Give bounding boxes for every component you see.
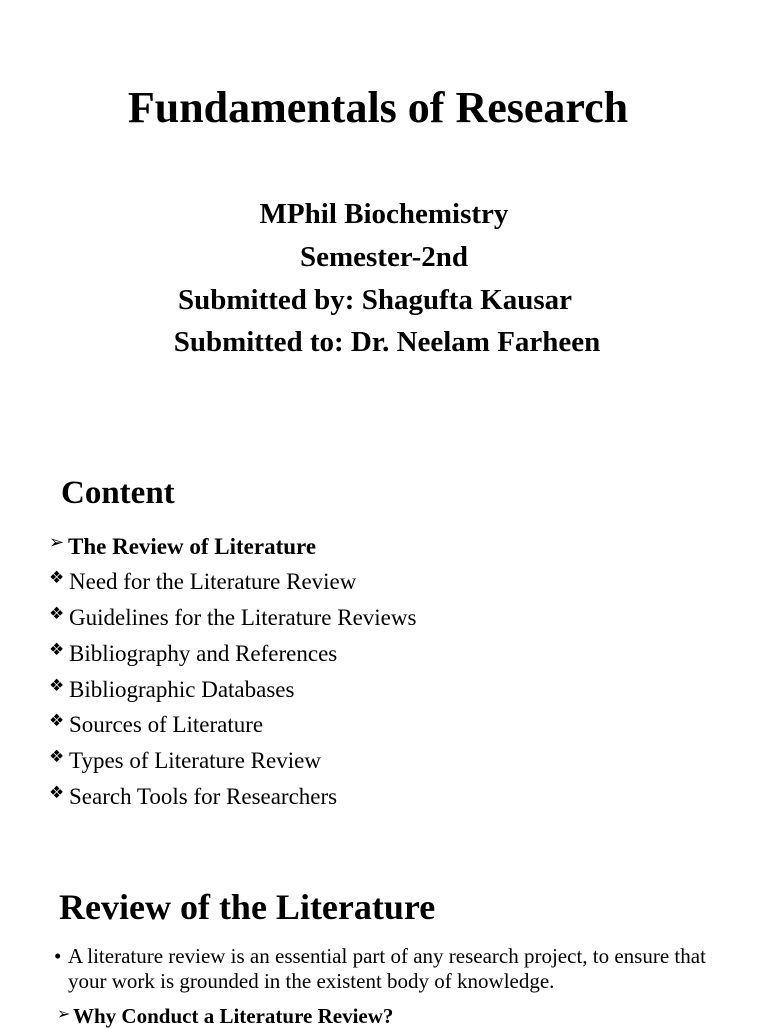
toc-item-label: Sources of Literature [69, 712, 264, 737]
bullet-icon: • [54, 944, 62, 968]
diamond-bullet-icon: ❖ [49, 783, 65, 803]
submitted-by-line: Submitted by: Shagufta Kausar [178, 284, 572, 316]
review-paragraph [54, 944, 734, 994]
toc-item-label: Need for the Literature Review [69, 569, 357, 594]
toc-main-item [49, 529, 316, 561]
toc-item-label: Search Tools for Researchers [69, 784, 338, 809]
arrow-bullet-icon: ➢ [57, 1004, 71, 1023]
content-heading: Content [61, 475, 175, 511]
toc-item [49, 779, 337, 811]
review-paragraph-text: A literature review is an essential part of any research project, to ensure that your work is grounded in the existent body of knowledge. [68, 944, 706, 993]
program-line: MPhil Biochemistry [259, 198, 509, 230]
semester-line: Semester-2nd [299, 241, 469, 273]
toc-item [49, 564, 356, 596]
section-heading: Review of the Literature [59, 887, 436, 927]
arrow-bullet-icon: ➢ [49, 532, 65, 553]
diamond-bullet-icon: ❖ [49, 676, 65, 696]
toc-main-label: The Review of Literature [68, 534, 317, 559]
submitted-to-line: Submitted to: Dr. Neelam Farheen [173, 326, 601, 358]
toc-item-label: Types of Literature Review [69, 748, 321, 773]
toc-item [49, 636, 337, 668]
toc-item [49, 600, 416, 632]
toc-item [49, 672, 294, 704]
diamond-bullet-icon: ❖ [49, 568, 65, 588]
toc-item [49, 707, 263, 739]
diamond-bullet-icon: ❖ [49, 640, 65, 660]
toc-item-label: Bibliography and References [69, 641, 338, 666]
toc-item-label: Bibliographic Databases [69, 677, 295, 702]
diamond-bullet-icon: ❖ [49, 604, 65, 624]
diamond-bullet-icon: ❖ [49, 711, 65, 731]
review-question-label: Why Conduct a Literature Review? [73, 1004, 394, 1028]
toc-item-label: Guidelines for the Literature Reviews [69, 605, 417, 630]
page-title: Fundamentals of Research [127, 83, 629, 132]
review-question [57, 1001, 393, 1029]
toc-item [49, 743, 321, 775]
diamond-bullet-icon: ❖ [49, 747, 65, 767]
